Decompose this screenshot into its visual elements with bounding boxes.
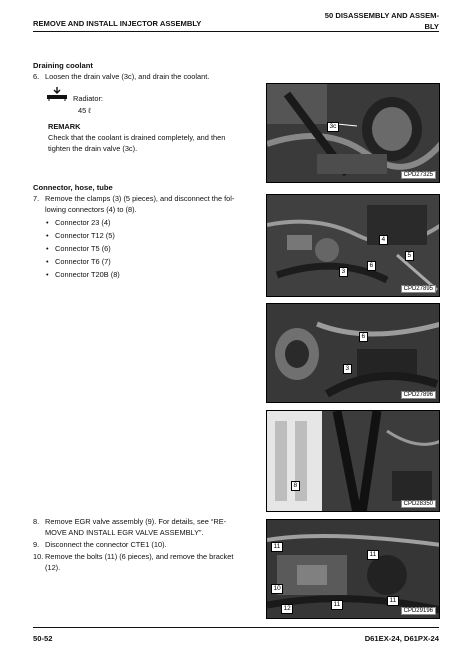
page-number: 50-52 xyxy=(33,634,53,643)
figure-label: 10 xyxy=(271,584,283,594)
figure-label: 5 xyxy=(405,251,414,261)
step-number: 8. xyxy=(33,517,40,526)
remark-line: Check that the coolant is drained completely, and then xyxy=(48,133,226,142)
coolant-drain-icon xyxy=(46,86,68,100)
remark-text xyxy=(48,133,260,154)
step-number: 7. xyxy=(33,194,40,203)
figure-connector-t20b-photo xyxy=(266,410,440,512)
header-rule xyxy=(33,31,439,32)
figure-label: 8 xyxy=(291,481,300,491)
chapter-title-line2: BLY xyxy=(424,22,439,31)
figure-label: 6 xyxy=(367,261,376,271)
figure-label: 11 xyxy=(387,596,399,606)
step-9 xyxy=(33,540,167,551)
figure-code: CPD27895 xyxy=(401,285,436,293)
figure-label: 3 xyxy=(339,267,348,277)
bullet-connector: • Connector T20B (8) xyxy=(55,270,120,280)
step-text: Loosen the drain valve (3c), and drain the coolant. xyxy=(45,72,210,81)
figure-connector-t5-photo xyxy=(266,303,440,403)
remark-title: REMARK xyxy=(48,122,81,131)
bullet-connector: • Connector T12 (5) xyxy=(55,231,115,241)
step-number: 10. xyxy=(33,552,44,561)
remark-line: tighten the drain valve (3c). xyxy=(48,143,138,153)
radiator-value: 45 ℓ xyxy=(78,106,91,115)
figure-code: CPD27325 xyxy=(401,171,436,179)
bullet-connector: • Connector 23 (4) xyxy=(55,218,110,228)
figure-drain-valve-photo xyxy=(266,83,440,183)
figure-bracket-photo xyxy=(266,519,440,619)
step-8 xyxy=(33,517,263,538)
step-number: 9. xyxy=(33,540,40,549)
step-text: Remove EGR valve assembly (9). For details, see “RE- xyxy=(45,517,227,526)
bullet-connector: • Connector T6 (7) xyxy=(55,257,111,267)
step-7 xyxy=(33,194,263,215)
figure-label: 6 xyxy=(359,332,368,342)
page-header-title: REMOVE AND INSTALL INJECTOR ASSEMBLY xyxy=(33,19,202,28)
model-name: D61EX-24, D61PX-24 xyxy=(364,634,439,643)
figure-label: 12 xyxy=(281,604,293,614)
step-text-cont: MOVE AND INSTALL EGR VALVE ASSEMBLY”. xyxy=(45,527,204,537)
chapter-title-line1: 50 DISASSEMBLY AND ASSEM- xyxy=(324,11,439,20)
section-title-connector: Connector, hose, tube xyxy=(33,183,113,192)
figure-connectors-photo xyxy=(266,194,440,297)
section-title-draining: Draining coolant xyxy=(33,61,93,70)
figure-code: CPD29196 xyxy=(401,607,436,615)
figure-code: CPD27896 xyxy=(401,391,436,399)
figure-label: 4 xyxy=(379,235,388,245)
figure-label: 11 xyxy=(271,542,283,552)
chapter-title xyxy=(299,10,439,32)
figure-label: 11 xyxy=(331,600,343,610)
figure-code: CPD28350 xyxy=(401,500,436,508)
step-10 xyxy=(33,552,263,573)
step-text: Remove the clamps (3) (5 pieces), and disconnect the fol- xyxy=(45,194,235,203)
bullet-connector: • Connector T5 (6) xyxy=(55,244,111,254)
figure-label: 3c xyxy=(327,122,339,132)
step-text-cont: lowing connectors (4) to (8). xyxy=(45,204,137,214)
step-text: Remove the bolts (11) (6 pieces), and remove the bracket xyxy=(45,552,234,561)
step-6 xyxy=(33,72,209,83)
footer-rule xyxy=(33,627,439,628)
step-text: Disconnect the connector CTE1 (10). xyxy=(45,540,167,549)
figure-label: 3 xyxy=(343,364,352,374)
radiator-label: Radiator: xyxy=(73,94,103,103)
step-text-cont: (12). xyxy=(45,562,61,572)
step-number: 6. xyxy=(33,72,40,81)
figure-label: 11 xyxy=(367,550,379,560)
